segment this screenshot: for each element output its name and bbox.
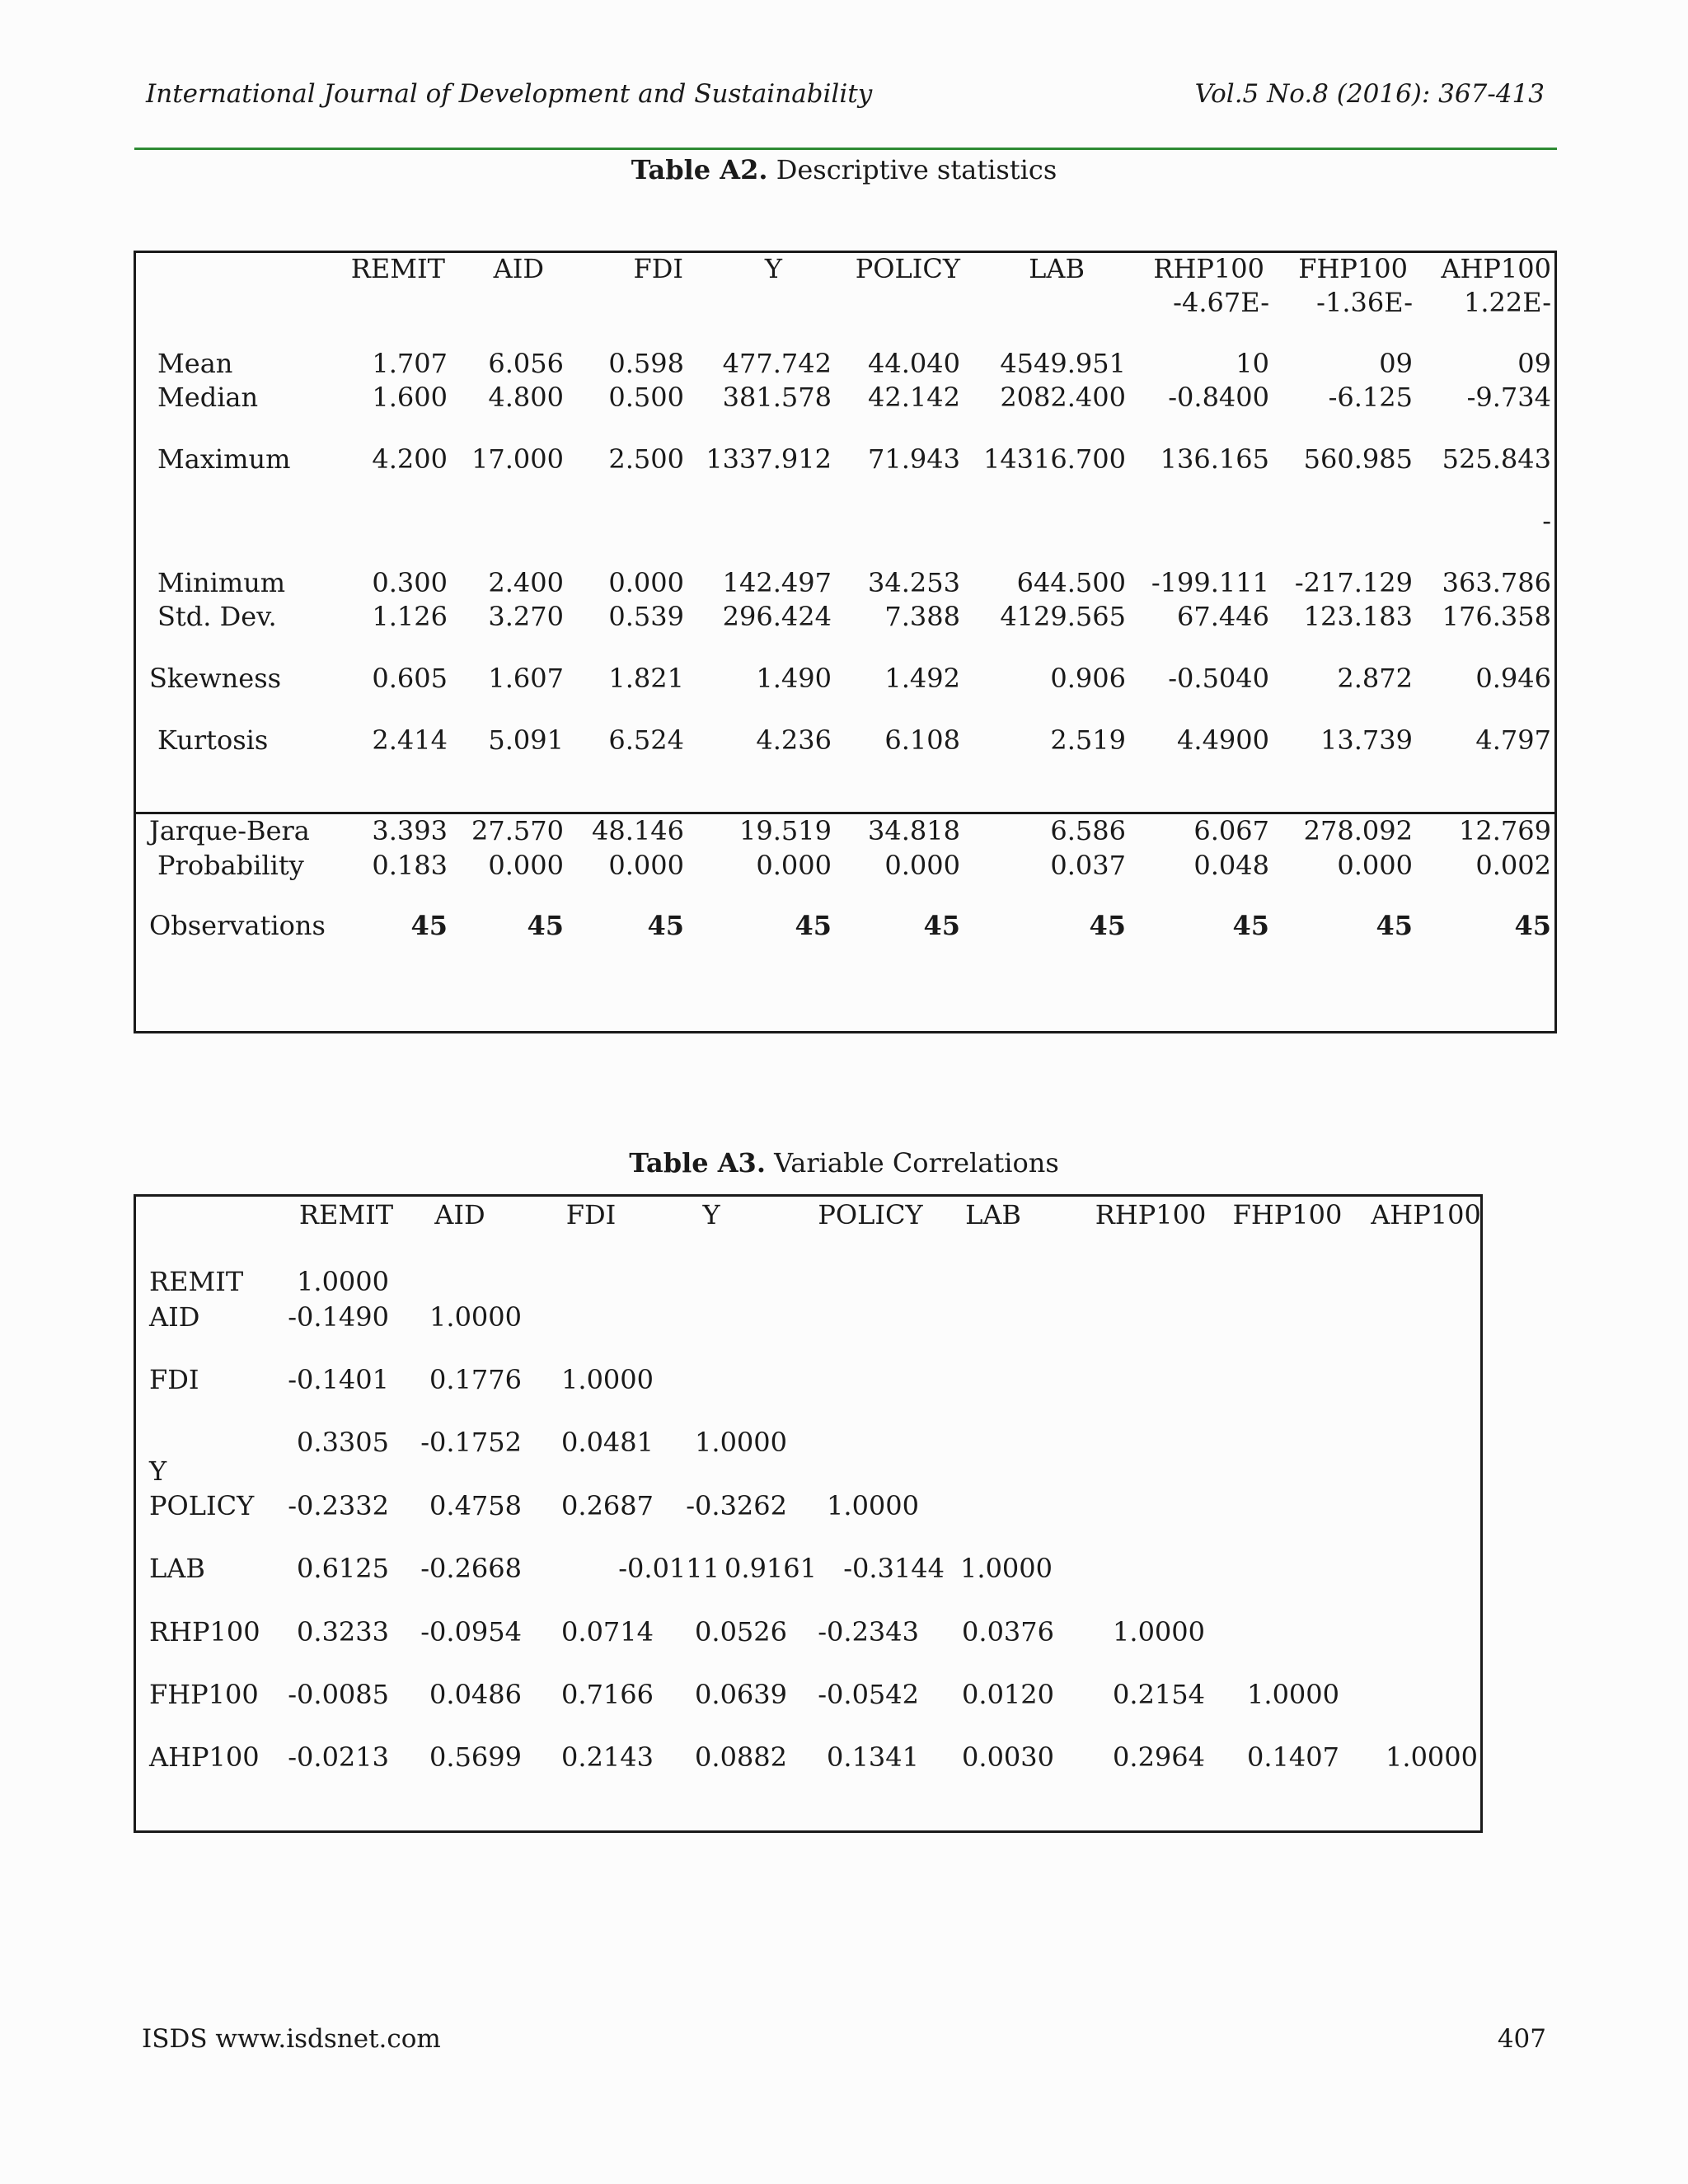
table-cell: 0.4758 <box>429 1490 522 1521</box>
row-label: FHP100 <box>149 1679 259 1710</box>
table-cell: 6.586 <box>1050 815 1126 846</box>
table-cell: 1.0000 <box>1386 1741 1478 1773</box>
row-label: RHP100 <box>149 1616 260 1647</box>
table-cell: 0.906 <box>1050 663 1126 694</box>
table-cell: 2.400 <box>488 567 564 598</box>
column-header: AHP100 <box>1371 1199 1481 1230</box>
table-cell: -0.2332 <box>288 1490 389 1521</box>
table-cell: -0.0542 <box>818 1679 919 1710</box>
row-label: Maximum <box>157 443 291 475</box>
row-label: Median <box>157 382 259 413</box>
table-cell: 1337.912 <box>706 443 832 475</box>
table-cell: -0.0213 <box>288 1741 389 1773</box>
table-cell: 1.707 <box>372 348 448 379</box>
row-label: Skewness <box>149 663 282 694</box>
table-cell: -0.1401 <box>288 1364 389 1395</box>
table-cell: 0.000 <box>608 850 684 881</box>
page-number: 407 <box>1497 2024 1546 2054</box>
table-cell: 4.200 <box>372 443 448 475</box>
column-header: Y <box>764 253 782 284</box>
table-cell: 0.0882 <box>695 1741 787 1773</box>
table-cell: 123.183 <box>1303 601 1413 632</box>
table-cell: 4.800 <box>488 382 564 413</box>
column-header: LAB <box>1029 253 1085 284</box>
table-cell: 1.490 <box>756 663 832 694</box>
table-cell: 27.570 <box>471 815 564 846</box>
table-cell: 1.0000 <box>561 1364 654 1395</box>
table-cell: 1.821 <box>608 663 684 694</box>
column-header: AID <box>434 1199 485 1230</box>
table-cell: 67.446 <box>1177 601 1269 632</box>
table-cell: -0.2343 <box>818 1616 919 1647</box>
table-cell: 45 <box>1376 910 1413 941</box>
table-cell: 09 <box>1379 348 1413 379</box>
table-cell: -6.125 <box>1328 382 1413 413</box>
table-cell: 19.519 <box>739 815 832 846</box>
table-cell: 7.388 <box>884 601 960 632</box>
table-cell: 42.142 <box>868 382 960 413</box>
row-label: LAB <box>149 1553 205 1584</box>
table-cell: 0.1407 <box>1247 1741 1339 1773</box>
column-header: LAB <box>965 1199 1021 1230</box>
table-cell: 1.600 <box>372 382 448 413</box>
row-label: FDI <box>149 1364 199 1395</box>
table-cell: 1.0000 <box>1113 1616 1205 1647</box>
table-cell: 14316.700 <box>982 443 1126 475</box>
table-cell: 176.358 <box>1442 601 1551 632</box>
table-cell: 0.000 <box>756 850 832 881</box>
table-cell: 0.9161 <box>724 1553 817 1584</box>
table-cell: 0.598 <box>608 348 684 379</box>
volume-info: Vol.5 No.8 (2016): 367-413 <box>1194 79 1545 109</box>
table-cell: 0.0481 <box>561 1427 654 1458</box>
table-cell: -9.734 <box>1466 382 1551 413</box>
table-cell: 0.2154 <box>1113 1679 1205 1710</box>
table-cell: 45 <box>1089 910 1126 941</box>
table-a3-caption-text: Variable Correlations <box>765 1147 1059 1179</box>
table-cell: 0.5699 <box>429 1741 522 1773</box>
table-cell: 0.0376 <box>962 1616 1054 1647</box>
table-cell: 0.000 <box>1337 850 1413 881</box>
table-cell: 1.0000 <box>827 1490 919 1521</box>
table-cell: 0.500 <box>608 382 684 413</box>
table-cell: 13.739 <box>1320 724 1413 756</box>
row-label: Std. Dev. <box>157 601 277 632</box>
table-cell: 525.843 <box>1442 443 1551 475</box>
table-cell: 0.300 <box>372 567 448 598</box>
row-label: Observations <box>149 910 326 941</box>
table-cell: 34.818 <box>868 815 960 846</box>
row-label: Kurtosis <box>157 724 269 756</box>
column-header: RHP100 <box>1153 253 1264 284</box>
table-cell: 2.872 <box>1337 663 1413 694</box>
column-header: POLICY <box>818 1199 923 1230</box>
table-cell: -217.129 <box>1294 567 1413 598</box>
table-cell: 10 <box>1236 348 1269 379</box>
table-cell: 1.0000 <box>1247 1679 1339 1710</box>
table-cell: 0.048 <box>1193 850 1269 881</box>
table-cell: 0.2687 <box>561 1490 654 1521</box>
table-cell: 4.236 <box>756 724 832 756</box>
column-header: FDI <box>633 253 683 284</box>
table-cell: -0.3262 <box>686 1490 787 1521</box>
table-cell: 45 <box>647 910 684 941</box>
table-cell: 6.108 <box>884 724 960 756</box>
table-cell: 2.519 <box>1050 724 1126 756</box>
table-a2-caption-text: Descriptive statistics <box>767 154 1057 185</box>
table-cell: 0.3233 <box>297 1616 389 1647</box>
table-cell: 0.946 <box>1475 663 1551 694</box>
column-header: AHP100 <box>1441 253 1551 284</box>
table-cell: 45 <box>527 910 564 941</box>
table-cell: 1.0000 <box>960 1553 1053 1584</box>
table-cell: 3.270 <box>488 601 564 632</box>
row-label: AHP100 <box>149 1741 260 1773</box>
table-cell: 1.607 <box>488 663 564 694</box>
table-cell: 0.0526 <box>695 1616 787 1647</box>
table-cell: 71.943 <box>868 443 960 475</box>
table-cell: -0.0111 <box>618 1553 720 1584</box>
table-cell: -0.0085 <box>288 1679 389 1710</box>
table-cell: 0.0030 <box>962 1741 1054 1773</box>
mean-prefix: -1.36E- <box>1316 287 1413 318</box>
table-cell: 0.1341 <box>827 1741 919 1773</box>
table-a3-caption <box>0 1147 1688 1179</box>
table-cell: 17.000 <box>471 443 564 475</box>
column-header: REMIT <box>350 253 445 284</box>
table-cell: 136.165 <box>1160 443 1269 475</box>
table-cell: 34.253 <box>868 567 960 598</box>
table-cell: 0.037 <box>1050 850 1126 881</box>
column-header: POLICY <box>855 253 960 284</box>
table-cell: -199.111 <box>1151 567 1269 598</box>
column-header: REMIT <box>298 1199 394 1230</box>
table-cell: 0.000 <box>608 567 684 598</box>
row-label: AID <box>149 1301 200 1333</box>
table-cell: 5.091 <box>488 724 564 756</box>
table-cell: 278.092 <box>1303 815 1413 846</box>
table-cell: 0.1776 <box>429 1364 522 1395</box>
table-cell: 0.183 <box>372 850 448 881</box>
table-cell: 0.2143 <box>561 1741 654 1773</box>
table-cell: 381.578 <box>722 382 832 413</box>
maximum-prefix: - <box>1542 505 1551 537</box>
table-cell: 1.0000 <box>297 1266 389 1297</box>
table-cell: 0.0639 <box>695 1679 787 1710</box>
table-cell: -0.1490 <box>288 1301 389 1333</box>
table-cell: 4549.951 <box>1000 348 1126 379</box>
table-cell: 44.040 <box>868 348 960 379</box>
table-cell: 363.786 <box>1442 567 1551 598</box>
table-cell: 296.424 <box>722 601 832 632</box>
table-cell: 644.500 <box>1016 567 1126 598</box>
table-cell: 142.497 <box>722 567 832 598</box>
table-cell: 0.539 <box>608 601 684 632</box>
row-label: Jarque-Bera <box>149 815 310 846</box>
table-cell: 4.4900 <box>1177 724 1269 756</box>
table-cell: -0.1752 <box>420 1427 522 1458</box>
table-cell: 0.0714 <box>561 1616 654 1647</box>
table-cell: 0.0486 <box>429 1679 522 1710</box>
row-label: POLICY <box>149 1490 255 1521</box>
table-cell: 2.414 <box>372 724 448 756</box>
column-header: AID <box>493 253 544 284</box>
table-a3-caption-label: Table A3. <box>629 1147 766 1179</box>
table-cell: 0.6125 <box>297 1553 389 1584</box>
footer-site: ISDS www.isdsnet.com <box>142 2024 441 2054</box>
table-a2-border <box>134 251 1557 1033</box>
mean-prefix: -4.67E- <box>1173 287 1269 318</box>
table-cell: -0.5040 <box>1168 663 1269 694</box>
row-label: Probability <box>157 850 304 881</box>
table-cell: 6.067 <box>1193 815 1269 846</box>
table-cell: -0.2668 <box>420 1553 522 1584</box>
table-cell: 0.2964 <box>1113 1741 1205 1773</box>
header-rule <box>134 148 1557 150</box>
column-header: FHP100 <box>1232 1199 1343 1230</box>
table-cell: 477.742 <box>722 348 832 379</box>
table-cell: 0.3305 <box>297 1427 389 1458</box>
table-a2-caption <box>0 154 1688 185</box>
table-cell: 45 <box>795 910 832 941</box>
table-cell: 12.769 <box>1459 815 1551 846</box>
table-cell: 45 <box>1514 910 1551 941</box>
row-label: REMIT <box>149 1266 244 1297</box>
row-label: Mean <box>157 348 233 379</box>
column-header: FHP100 <box>1298 253 1408 284</box>
journal-title: International Journal of Development and Sustainability <box>146 79 873 109</box>
table-cell: 6.056 <box>488 348 564 379</box>
table-cell: 1.0000 <box>695 1427 787 1458</box>
table-cell: 1.0000 <box>429 1301 522 1333</box>
table-cell: 0.7166 <box>561 1679 654 1710</box>
table-cell: 45 <box>410 910 448 941</box>
table-cell: 2082.400 <box>1000 382 1126 413</box>
table-cell: 0.000 <box>884 850 960 881</box>
table-a2-caption-label: Table A2. <box>631 154 768 185</box>
table-cell: -0.3144 <box>843 1553 945 1584</box>
table-cell: -0.8400 <box>1168 382 1269 413</box>
table-cell: 0.605 <box>372 663 448 694</box>
column-header: Y <box>702 1199 720 1230</box>
table-cell: 0.0120 <box>962 1679 1054 1710</box>
table-cell: 3.393 <box>372 815 448 846</box>
table-cell: 0.002 <box>1475 850 1551 881</box>
table-cell: -0.0954 <box>420 1616 522 1647</box>
table-cell: 48.146 <box>592 815 684 846</box>
column-header: FDI <box>565 1199 617 1230</box>
row-label: Y <box>149 1455 167 1487</box>
table-cell: 560.985 <box>1303 443 1413 475</box>
table-cell: 09 <box>1517 348 1551 379</box>
table-cell: 45 <box>1232 910 1269 941</box>
table-cell: 1.492 <box>884 663 960 694</box>
table-cell: 4129.565 <box>1000 601 1126 632</box>
table-cell: 6.524 <box>608 724 684 756</box>
table-cell: 4.797 <box>1475 724 1551 756</box>
table-cell: 2.500 <box>608 443 684 475</box>
column-header: RHP100 <box>1095 1199 1207 1230</box>
table-cell: 0.000 <box>488 850 564 881</box>
row-label: Minimum <box>157 567 286 598</box>
table-cell: 45 <box>923 910 960 941</box>
mean-prefix: 1.22E- <box>1463 287 1551 318</box>
table-cell: 1.126 <box>372 601 448 632</box>
